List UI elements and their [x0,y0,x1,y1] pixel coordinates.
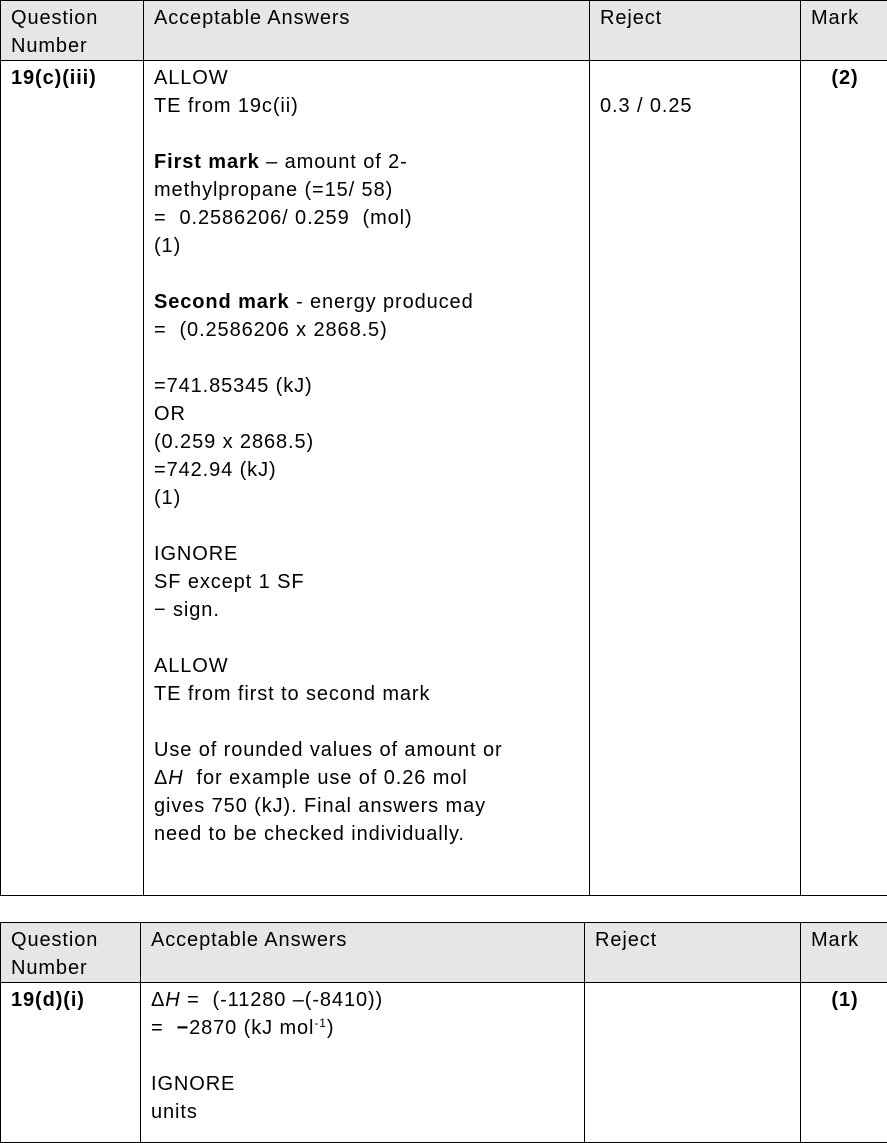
question-number-2: 19(d)(i) [1,983,141,1143]
allow-label-2: ALLOW [154,652,581,680]
header-row [1,1,887,61]
mark-value: (2) [801,61,887,896]
question-number: 19(c)(iii) [1,61,144,896]
first-mark-line: First mark – amount of 2- [154,148,581,176]
acceptable-answers-cell-2: ΔH = (-11280 –(-8410)) = −2870 (kJ mol$^{-1}$) IGNORE units [141,983,585,1143]
reject-cell-2 [585,983,801,1143]
ignore-label-2: IGNORE [151,1070,576,1098]
reject-value: 0.3 / 0.25 [600,92,792,120]
header-reject: Reject [590,1,801,61]
header-mark: Mark [801,1,887,61]
second-mark-line: Second mark - energy produced [154,288,581,316]
allow-label: ALLOW [154,64,581,92]
header-reject-2: Reject [585,923,801,983]
acceptable-answers-cell: ALLOW TE from 19c(ii) First mark – amount of 2- methylpropane (=15/ 58) = 0.2586206/ 0.259 (mol) (1) Second mark - energy produced = (0.2586206 x 2868.5) =741.85345 (kJ) OR (0.259 x 2868.5) =742.94 (kJ) (1) IGNORE SF except 1 SF − sign. ALLOW TE from first to second mark Use of rounded values of amount or ΔH for example use of 0.26 mol gives 750 (kJ). Final answers may need to be checked individually. [144,61,590,896]
second-mark-label: Second mark [154,291,290,313]
ignore-label: IGNORE [154,540,581,568]
header-acceptable-answers-2: Acceptable Answers [141,923,585,983]
answer-row-2 [1,983,887,1143]
header-question-number-2: Question Number [1,923,141,983]
te-note: TE from 19c(ii) [154,92,581,120]
header-question-number: Question Number [1,1,144,61]
first-mark-value: (1) [154,232,581,260]
first-mark-label: First mark [154,151,260,173]
second-mark-value: (1) [154,484,581,512]
mark-scheme-table-19d-i [0,922,887,1143]
mark-value-2: (1) [801,983,887,1143]
header-mark-2: Mark [801,923,887,983]
header-row-2 [1,923,887,983]
header-acceptable-answers: Acceptable Answers [144,1,590,61]
reject-cell [590,61,801,896]
answer-row [1,61,887,896]
